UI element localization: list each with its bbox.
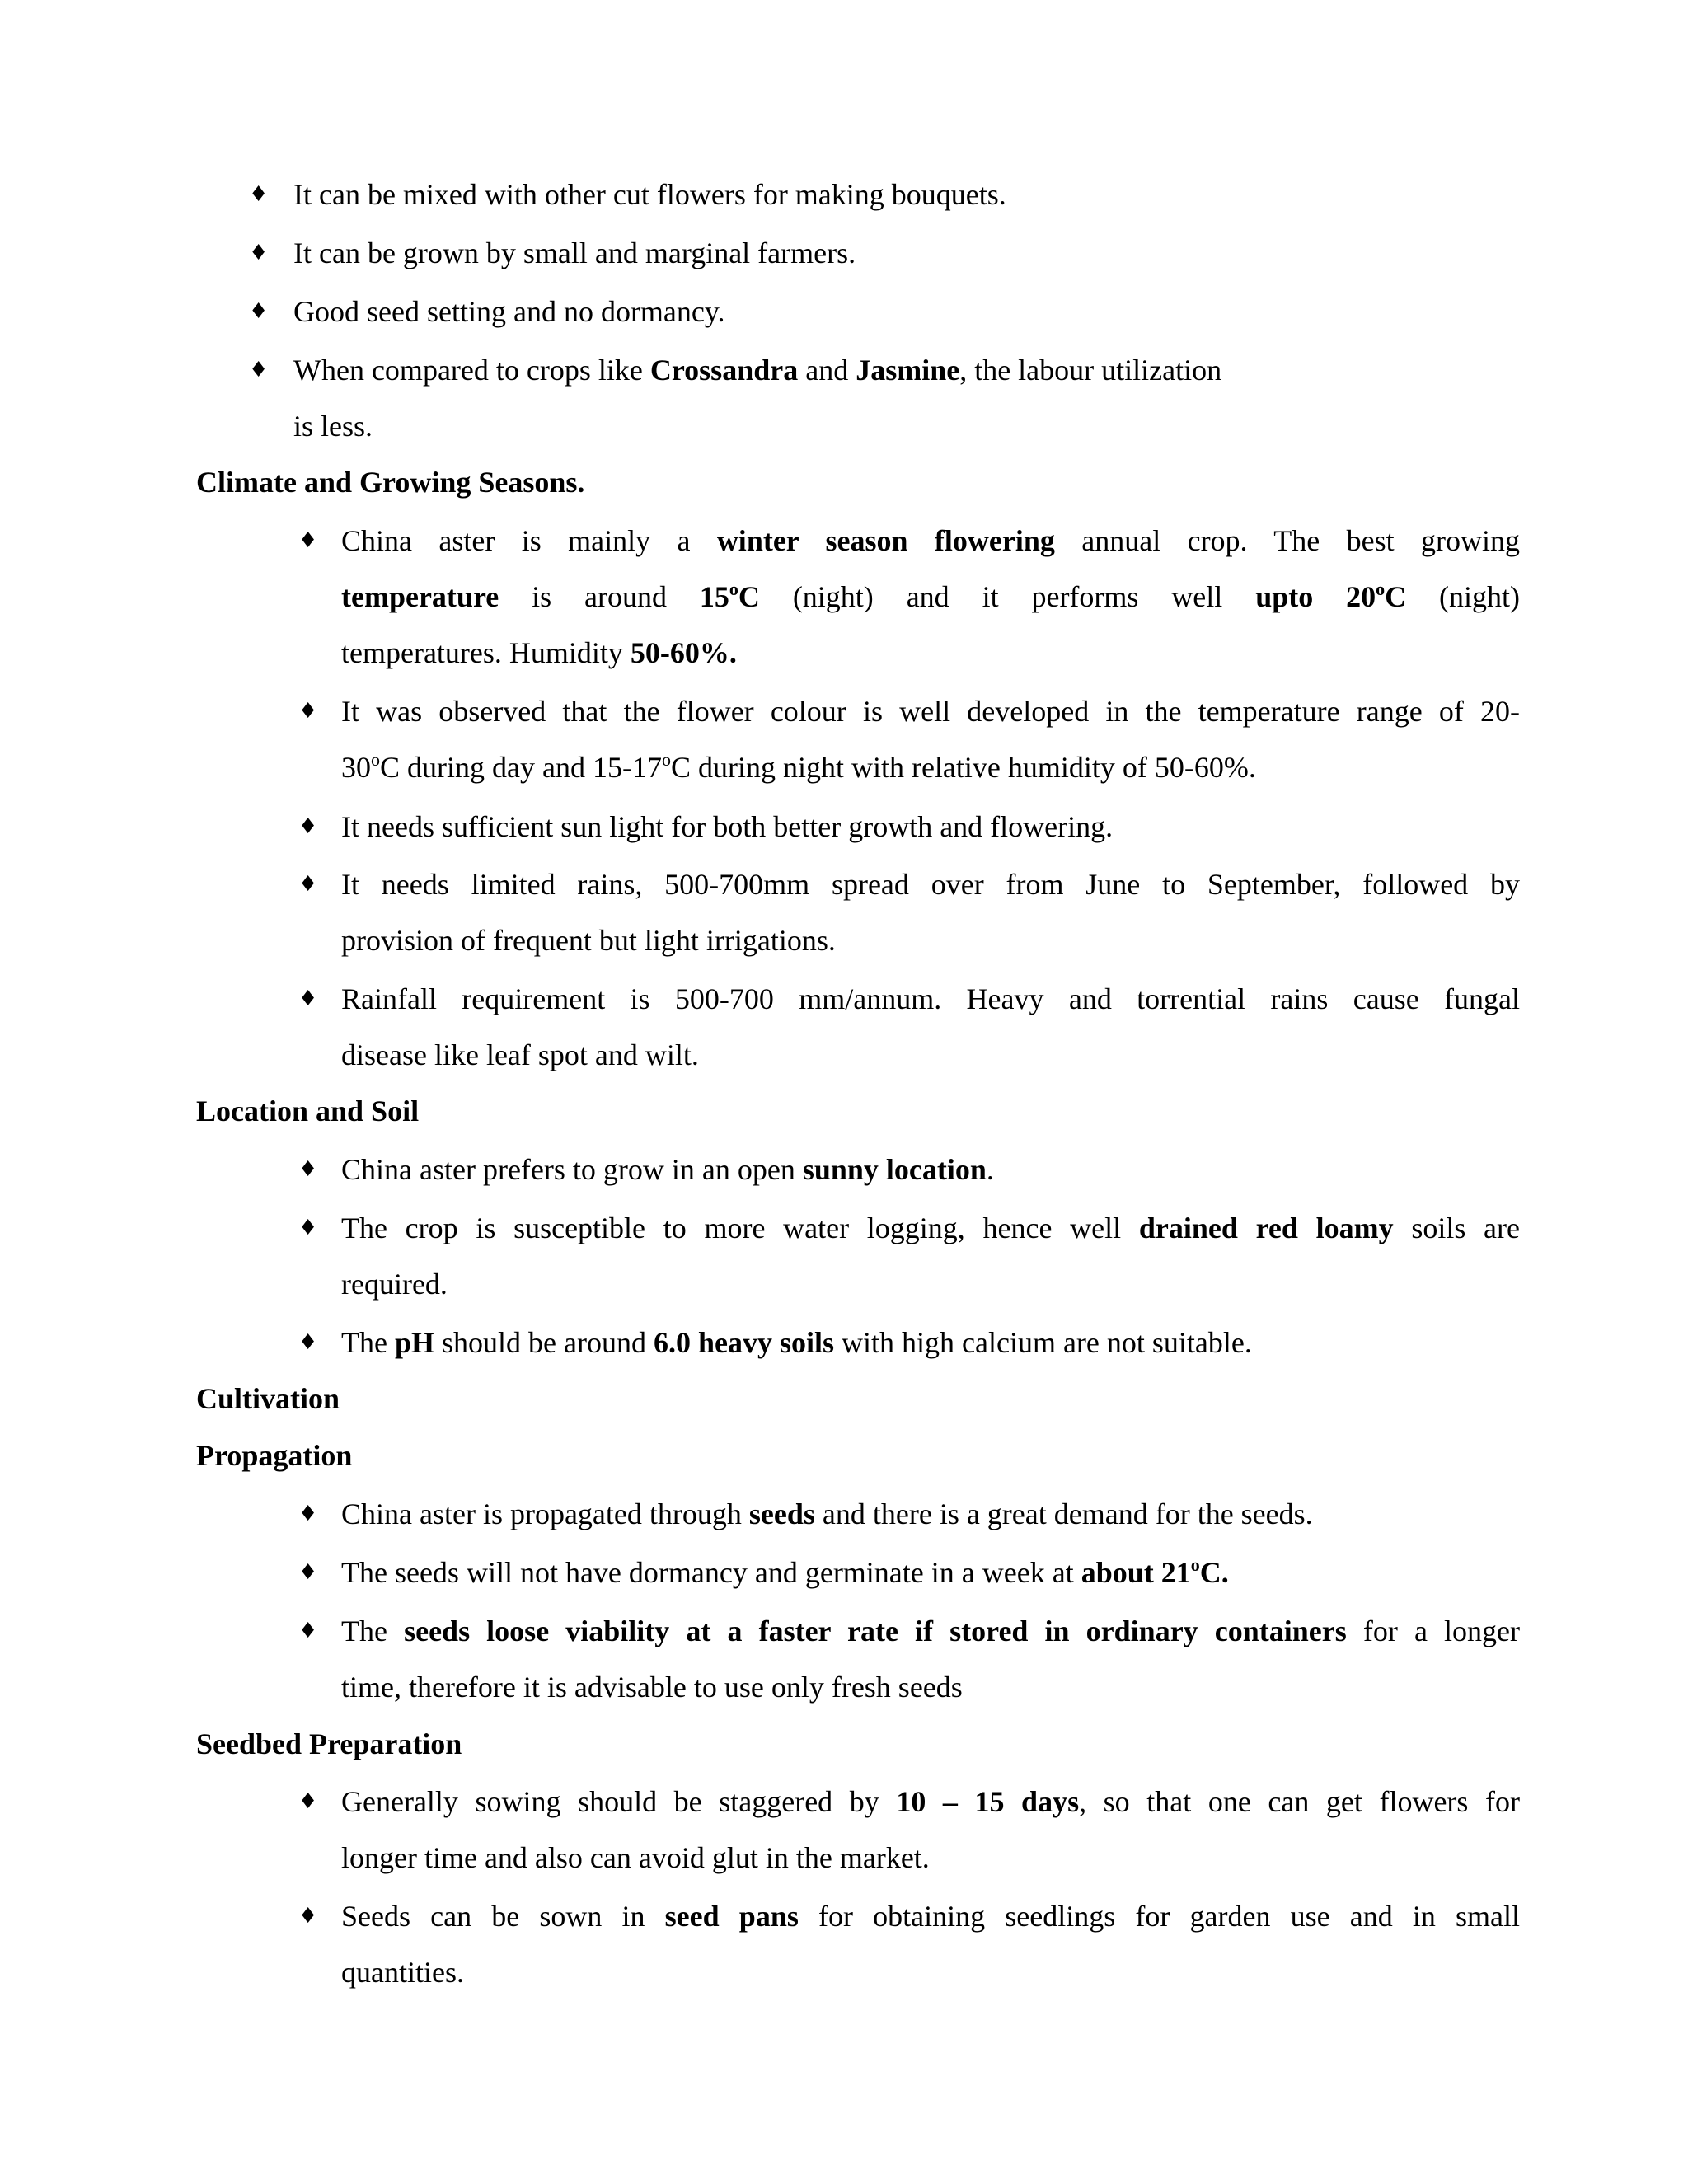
- list-item: It can be grown by small and marginal farmers.: [293, 237, 856, 269]
- list-item: [341, 1497, 1313, 1532]
- text-span: C during day and 15-17: [380, 751, 662, 784]
- text-span: Generally sowing should be staggered by: [341, 1785, 897, 1818]
- bold-text: seeds: [748, 1497, 815, 1530]
- text-span: The seeds will not have dormancy and germinate in a week at: [341, 1556, 1081, 1589]
- diamond-bullet-icon: ♦: [298, 1619, 318, 1643]
- list-item-continuation: [341, 580, 1520, 615]
- bold-text: temperature: [341, 580, 499, 613]
- diamond-bullet-icon: ♦: [298, 528, 318, 553]
- text-span: about 21: [1081, 1556, 1191, 1589]
- text-span: 30: [341, 751, 371, 784]
- section-heading-cultivation: Cultivation: [196, 1382, 340, 1415]
- list-item: [341, 1556, 1229, 1591]
- list-item: [341, 1326, 1252, 1361]
- section-heading-climate: Climate and Growing Seasons.: [196, 466, 585, 499]
- text-span: is around: [499, 580, 700, 613]
- text-span: C: [738, 580, 760, 613]
- text-span: , so that one can get flowers for: [1079, 1785, 1520, 1818]
- text-span: The: [341, 1326, 395, 1359]
- text-span: for a longer: [1346, 1615, 1520, 1647]
- text-span: and there is a great demand for the seeds.: [814, 1497, 1313, 1530]
- list-item: [341, 1615, 1520, 1649]
- list-item: [341, 1212, 1520, 1246]
- section-heading-propagation: Propagation: [196, 1439, 353, 1472]
- diamond-bullet-icon: ♦: [298, 1157, 318, 1182]
- text-span: , the labour utilization: [959, 354, 1222, 387]
- bold-text: 50-60%.: [630, 636, 737, 669]
- text-span: and: [798, 354, 856, 387]
- text-span: When compared to crops like: [293, 354, 650, 387]
- bold-text: [1081, 1556, 1229, 1589]
- text-span: for obtaining seedlings for garden use and in small: [798, 1900, 1520, 1933]
- list-item: Good seed setting and no dormancy.: [293, 295, 725, 328]
- list-item: It needs sufficient sun light for both better growth and flowering.: [341, 810, 1114, 843]
- bold-text: Crossandra: [649, 354, 799, 387]
- diamond-bullet-icon: ♦: [298, 1502, 318, 1526]
- text-span: .: [986, 1153, 994, 1186]
- text-span: China aster is propagated through: [341, 1497, 749, 1530]
- diamond-bullet-icon: ♦: [249, 299, 269, 324]
- list-item: Rainfall requirement is 500-700 mm/annum. Heavy and torrential rains cause fungal: [341, 982, 1520, 1015]
- list-item: [341, 1900, 1520, 1934]
- text-span: C during night with relative humidity of 50-60%.: [670, 751, 1256, 784]
- bold-text: [700, 580, 760, 613]
- list-item: It was observed that the flower colour is well developed in the temperature range of 20-: [341, 695, 1520, 728]
- section-heading-location: Location and Soil: [196, 1094, 420, 1127]
- bold-text: winter season flowering: [716, 524, 1055, 557]
- diamond-bullet-icon: ♦: [249, 358, 269, 382]
- text-span: The: [341, 1615, 405, 1647]
- superscript: o: [661, 749, 671, 770]
- list-item-continuation: [341, 636, 737, 671]
- diamond-bullet-icon: ♦: [298, 872, 318, 897]
- diamond-bullet-icon: ♦: [298, 1216, 318, 1240]
- diamond-bullet-icon: ♦: [298, 814, 318, 839]
- diamond-bullet-icon: ♦: [298, 1330, 318, 1355]
- superscript: o: [1190, 1554, 1200, 1575]
- section-heading-seedbed: Seedbed Preparation: [196, 1727, 462, 1760]
- bold-text: sunny location: [802, 1153, 987, 1186]
- diamond-bullet-icon: ♦: [249, 182, 269, 207]
- diamond-bullet-icon: ♦: [298, 1789, 318, 1814]
- list-item: [341, 1785, 1520, 1820]
- list-item: It needs limited rains, 500-700mm spread over from June to September, followed by: [341, 868, 1520, 901]
- text-span: with high calcium are not suitable.: [834, 1326, 1252, 1359]
- list-item-continuation: provision of frequent but light irrigations.: [341, 924, 836, 957]
- text-span: Seeds can be sown in: [341, 1900, 665, 1933]
- text-span: temperatures. Humidity: [341, 636, 631, 669]
- text-span: The crop is susceptible to more water logging, hence well: [341, 1212, 1139, 1244]
- diamond-bullet-icon: ♦: [298, 1560, 318, 1585]
- list-item-continuation: required.: [341, 1268, 448, 1301]
- diamond-bullet-icon: ♦: [298, 699, 318, 724]
- bold-text: seed pans: [664, 1900, 799, 1933]
- list-item-continuation: [341, 751, 1256, 785]
- superscript: o: [729, 579, 738, 599]
- diamond-bullet-icon: ♦: [298, 1904, 318, 1929]
- list-item-continuation: time, therefore it is advisable to use only fresh seeds: [341, 1671, 963, 1704]
- text-span: should be around: [434, 1326, 654, 1359]
- bold-text: Jasmine: [856, 354, 960, 387]
- diamond-bullet-icon: ♦: [249, 241, 269, 265]
- list-item-continuation: quantities.: [341, 1956, 464, 1989]
- list-item-continuation: is less.: [293, 410, 373, 443]
- text-span: (night): [1406, 580, 1521, 613]
- list-item: [293, 354, 1221, 388]
- list-item-continuation: disease like leaf spot and wilt.: [341, 1038, 699, 1071]
- diamond-bullet-icon: ♦: [298, 987, 318, 1011]
- list-item: [341, 524, 1520, 559]
- text-span: 15: [699, 580, 729, 613]
- text-span: upto 20: [1255, 580, 1376, 613]
- text-span: (night) and it performs well: [759, 580, 1256, 613]
- text-span: C: [1385, 580, 1407, 613]
- text-span: C.: [1199, 1556, 1229, 1589]
- text-span: soils are: [1393, 1212, 1520, 1244]
- text-span: annual crop. The best growing: [1054, 524, 1520, 557]
- superscript: o: [1376, 579, 1386, 599]
- text-span: China aster is mainly a: [341, 524, 717, 557]
- bold-text: 6.0 heavy soils: [653, 1326, 834, 1359]
- list-item: [341, 1153, 994, 1188]
- text-span: China aster prefers to grow in an open: [341, 1153, 803, 1186]
- bold-text: seeds loose viability at a faster rate if stored in ordinary containers: [404, 1615, 1347, 1647]
- bold-text: pH: [394, 1326, 434, 1359]
- bold-text: 10 – 15 days: [896, 1785, 1080, 1818]
- list-item: It can be mixed with other cut flowers for making bouquets.: [293, 178, 1006, 211]
- bold-text: drained red loamy: [1138, 1212, 1394, 1244]
- bold-text: [1255, 580, 1406, 613]
- list-item-continuation: longer time and also can avoid glut in the market.: [341, 1841, 930, 1874]
- superscript: o: [371, 749, 380, 770]
